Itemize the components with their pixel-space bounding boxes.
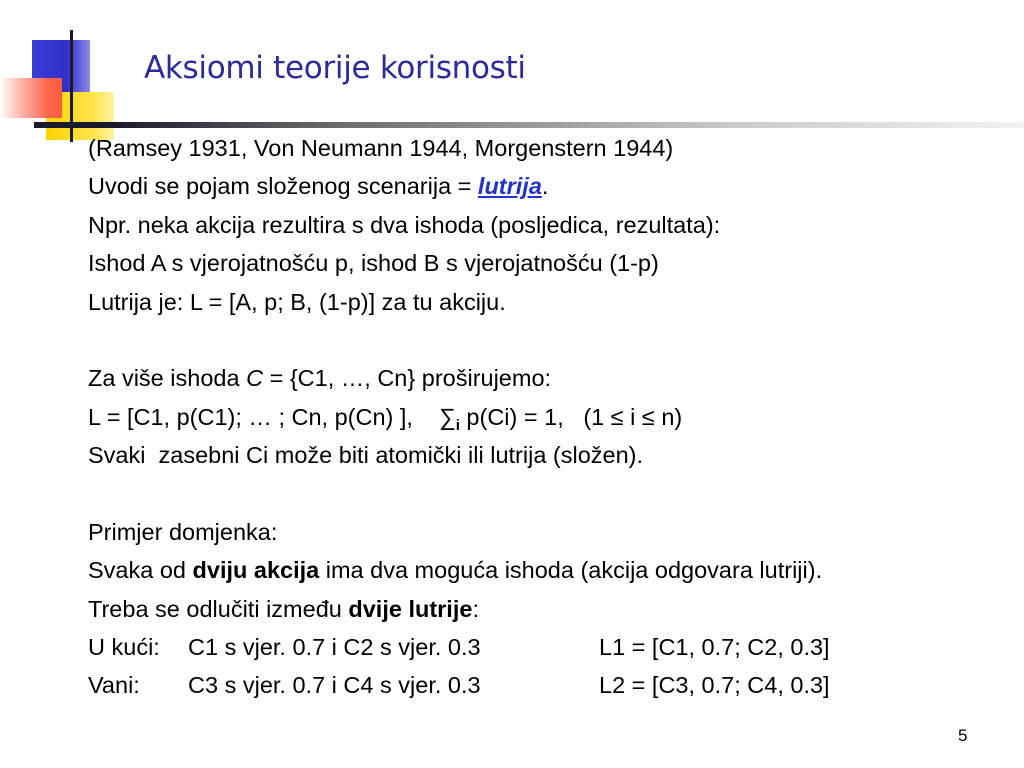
actions-line (88, 551, 1008, 589)
variable-c: C (246, 365, 264, 392)
actions-text: Svaka od (88, 557, 193, 584)
row-label-home: U kući: (88, 634, 160, 661)
general-lottery-formula: L = [C1, p(C1); … ; Cn, p(Cn) ], (88, 403, 413, 430)
lottery-row-out (88, 666, 1008, 704)
outcomes-line: Ishod A s vjerojatnošću p, ishod B s vjerojatnošću (1-p) (88, 250, 659, 277)
lutrija-link[interactable]: lutrija (477, 173, 542, 200)
row-desc-out: C3 s vjer. 0.7 i C4 s vjer. 0.3 (188, 672, 481, 699)
decide-bold: dvije lutrije (348, 595, 473, 622)
row-lottery-l1: L1 = [C1, 0.7; C2, 0.3] (599, 634, 830, 661)
spacer (88, 321, 1008, 359)
lottery-definition-line: Lutrija je: L = [A, p; B, (1-p)] za tu akciju. (88, 288, 506, 315)
intro-period: . (541, 173, 549, 200)
atomic-line: Svaki zasebni Ci može biti atomički ili lutrija (složen). (88, 442, 644, 469)
slide-title: Aksiomi teorije korisnosti (144, 50, 526, 86)
row-lottery-l2: L2 = [C3, 0.7; C4, 0.3] (599, 672, 830, 699)
page-number: 5 (958, 726, 968, 745)
decide-text: Treba se odlučiti između (88, 595, 349, 622)
slide-body (88, 129, 1008, 705)
row-label-out: Vani: (88, 672, 140, 699)
lottery-row-home (88, 628, 1008, 666)
spacer (88, 475, 1008, 513)
decor-horizontal-rule (34, 122, 1024, 128)
decide-colon: : (472, 595, 479, 622)
decor-red-square (0, 78, 62, 118)
probability-constraint: p(Ci) = 1, (1 ≤ i ≤ n) (459, 403, 683, 430)
sum-index: i (455, 416, 460, 434)
example-line: Npr. neka akcija rezultira s dva ishoda (posljedica, rezultata): (88, 211, 721, 238)
sum-symbol: ∑ (438, 403, 456, 430)
intro-text: Uvodi se pojam složenog scenarija = (88, 173, 478, 200)
multi-outcome-text: Za više ishoda (88, 365, 247, 392)
intro-line (88, 167, 1008, 205)
multi-outcome-set: = {C1, …, Cn} proširujemo: (263, 365, 552, 392)
multi-outcome-line (88, 359, 1008, 397)
general-lottery-line (88, 398, 1008, 436)
decide-line (88, 590, 1008, 628)
actions-bold: dviju akcija (192, 557, 320, 584)
references-line: (Ramsey 1931, Von Neumann 1944, Morgenstern 1944) (88, 135, 674, 161)
example2-title: Primjer domjenka: (88, 518, 278, 545)
row-desc-home: C1 s vjer. 0.7 i C2 s vjer. 0.3 (188, 634, 481, 661)
actions-rest: ima dva moguća ishoda (akcija odgovara lutriji). (319, 557, 823, 584)
